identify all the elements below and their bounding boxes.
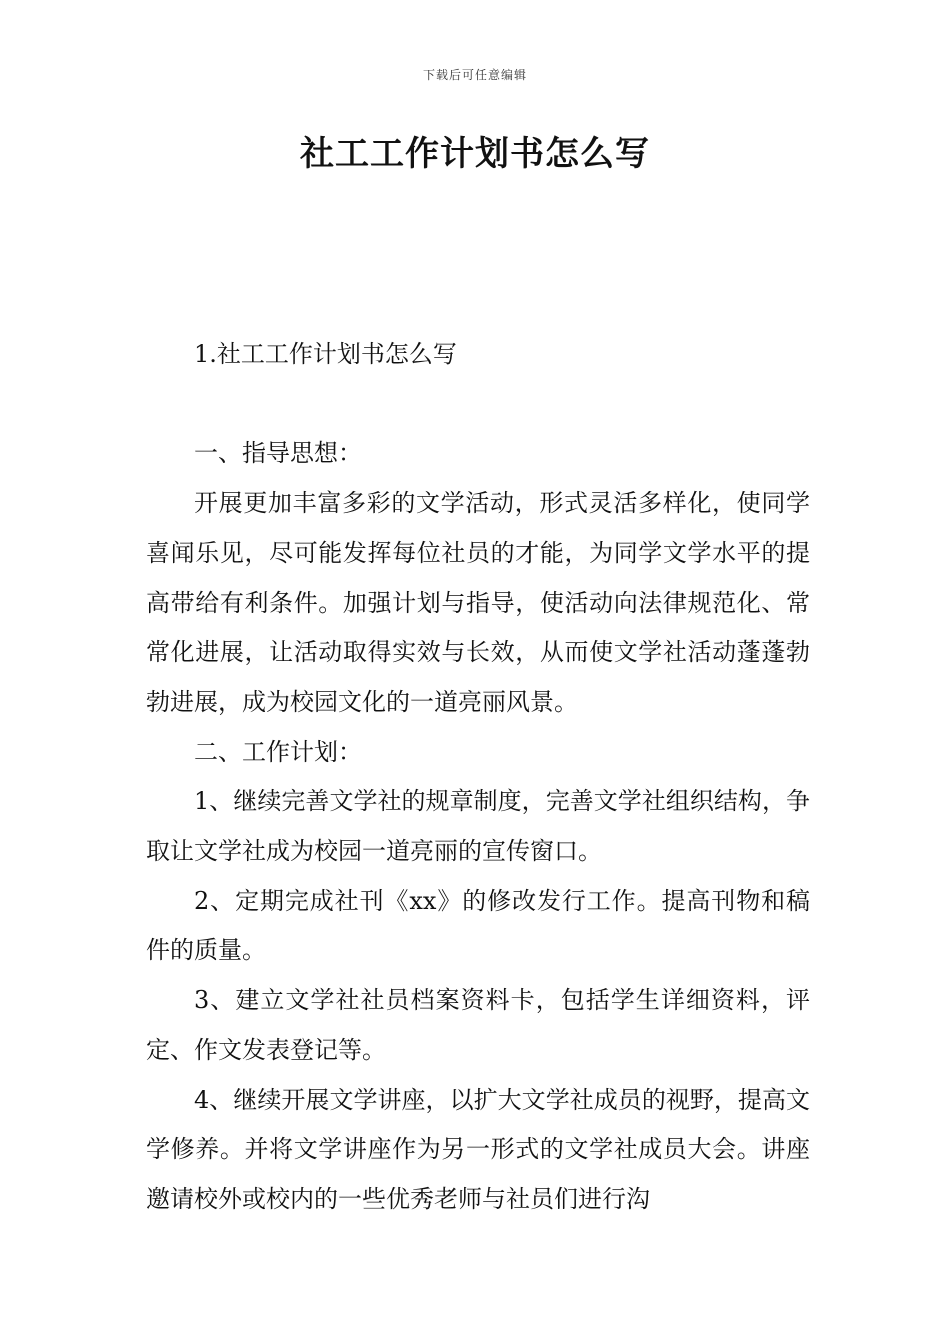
document-body — [146, 330, 810, 1225]
document-title: 社工工作计划书怎么写 — [300, 134, 650, 174]
section-heading: 一、指导思想： — [194, 439, 362, 468]
paragraph: 开展更加丰富多彩的文学活动，形式灵活多样化，使同学喜闻乐见，尽可能发挥每位社员的才能，为同学文学水平的提高带给有利条件。加强计划与指导，使活动向法律规范化、常常化进展，让活动取得实效与长效，从而使文学社活动蓬蓬勃勃进展，成为校园文化的一道亮丽风景。 — [146, 489, 810, 716]
list-item: 1、继续完善文学社的规章制度，完善文学社组织结构，争取让文学社成为校园一道亮丽的宣传窗口。 — [146, 787, 810, 866]
page-header-note: 下载后可任意编辑 — [422, 68, 527, 82]
list-item: 2、定期完成社刊《xx》的修改发行工作。提高刊物和稿件的质量。 — [146, 886, 810, 965]
list-item: 3、建立文学社社员档案资料卡，包括学生详细资料，评定、作文发表登记等。 — [146, 986, 810, 1064]
section-heading: 二、工作计划： — [194, 737, 362, 766]
section-heading: 1.社工工作计划书怎么写 — [194, 340, 457, 368]
list-item: 4、继续开展文学讲座，以扩大文学社成员的视野，提高文学修养。并将文学讲座作为另一形式的文学社成员大会。讲座邀请校外或校内的一些优秀老师与社员们进行沟 — [146, 1085, 810, 1213]
